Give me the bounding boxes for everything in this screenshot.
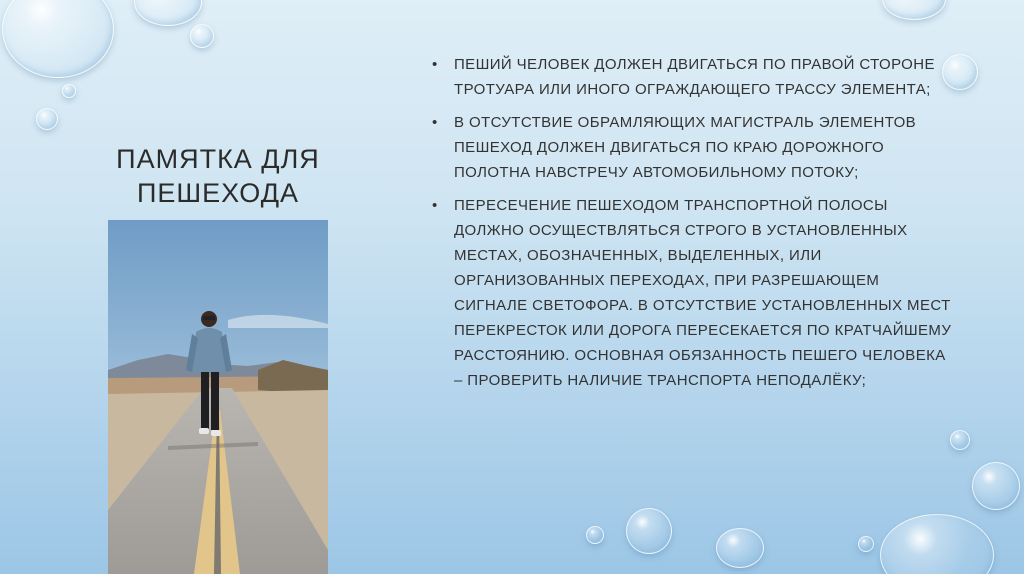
bullet-text: ПЕРЕСЕЧЕНИЕ ПЕШЕХОДОМ ТРАНСПОРТНОЙ ПОЛОСЫ ДОЛЖНО ОСУЩЕСТВЛЯТЬСЯ СТРОГО В УСТАНОВЛЕННЫХ МЕСТАХ, ОБОЗНАЧЕННЫХ, ВЫДЕЛЕННЫХ, ИЛИ ОРГАНИЗОВАННЫХ ПЕРЕХОДАХ, ПРИ РАЗРЕШАЮЩЕМ СИГНАЛЕ СВЕТОФОРА. В ОТСУТСТВИЕ УСТАНОВЛЕННЫХ МЕСТ ПЕРЕКРЕСТОК ИЛИ ДОРОГА ПЕРЕСЕКАЕТСЯ ПО КРАТЧАЙШЕМУ РАССТОЯНИЮ. ОСНОВНАЯ ОБЯЗАННОСТЬ ПЕШЕГО ЧЕЛОВЕКА – ПРОВЕРИТЬ НАЛИЧИЕ ТРАНСПОРТА НЕПОДАЛЁКУ; bbox=[454, 197, 952, 389]
pedestrian-photo bbox=[108, 220, 328, 574]
bullet-point: • bbox=[432, 197, 438, 214]
list-item bbox=[432, 193, 952, 393]
bullet-point: • bbox=[432, 114, 438, 131]
slide-title: ПАМЯТКА ДЛЯ ПЕШЕХОДА bbox=[116, 144, 320, 208]
water-drop-decoration bbox=[2, 0, 114, 78]
bullet-text: ПЕШИЙ ЧЕЛОВЕК ДОЛЖЕН ДВИГАТЬСЯ ПО ПРАВОЙ СТОРОНЕ ТРОТУАРА ИЛИ ИНОГО ОГРАЖДАЮЩЕГО ТРАССУ ЭЛЕМЕНТА; bbox=[454, 56, 935, 98]
bullet-list bbox=[432, 52, 952, 401]
water-drop-decoration bbox=[36, 108, 58, 130]
water-drop-decoration bbox=[626, 508, 672, 554]
water-drop-decoration bbox=[972, 462, 1020, 510]
water-drop-decoration bbox=[190, 24, 214, 48]
list-item bbox=[432, 52, 952, 102]
water-drop-decoration bbox=[880, 514, 994, 574]
water-drop-decoration bbox=[950, 430, 970, 450]
water-drop-decoration bbox=[134, 0, 202, 26]
water-drop-decoration bbox=[882, 0, 946, 20]
water-drop-decoration bbox=[716, 528, 764, 568]
water-drop-decoration bbox=[62, 84, 76, 98]
water-drop-decoration bbox=[858, 536, 874, 552]
list-item bbox=[432, 110, 952, 185]
bullet-point: • bbox=[432, 56, 438, 73]
pedestrian-road-image bbox=[108, 220, 328, 574]
water-drop-decoration bbox=[586, 526, 604, 544]
bullet-text: В ОТСУТСТВИЕ ОБРАМЛЯЮЩИХ МАГИСТРАЛЬ ЭЛЕМЕНТОВ ПЕШЕХОД ДОЛЖЕН ДВИГАТЬСЯ ПО КРАЮ ДОРОЖНОГО ПОЛОТНА НАВСТРЕЧУ АВТОМОБИЛЬНОМУ ПОТОКУ; bbox=[454, 114, 917, 181]
